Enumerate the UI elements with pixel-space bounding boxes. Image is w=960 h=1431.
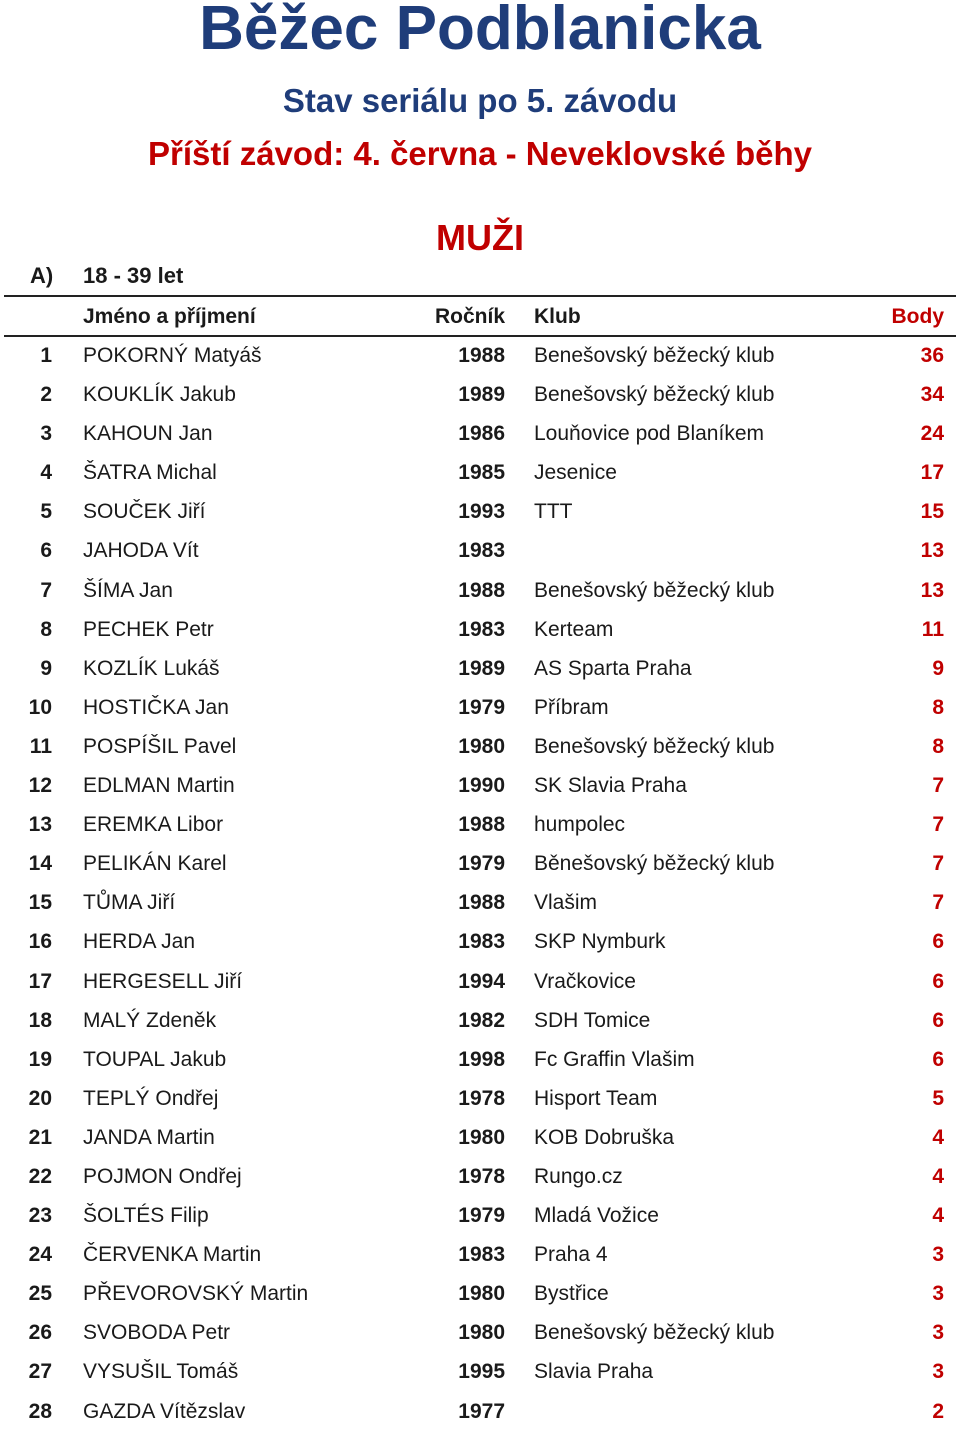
- points-cell: 4: [932, 1204, 944, 1228]
- name-cell: VYSUŠIL Tomáš: [83, 1360, 239, 1384]
- table-row: [0, 453, 960, 492]
- table-row: [0, 805, 960, 844]
- club-cell: Benešovský běžecký klub: [534, 383, 775, 407]
- club-cell: SDH Tomice: [534, 1008, 651, 1032]
- club-cell: TTT: [534, 500, 573, 524]
- points-cell: 6: [932, 1008, 944, 1032]
- name-cell: JAHODA Vít: [83, 539, 199, 563]
- points-cell: 36: [920, 344, 944, 367]
- year-cell: 1983: [458, 930, 505, 954]
- rank-cell: 4: [40, 461, 52, 485]
- name-cell: KOZLÍK Lukáš: [83, 656, 220, 680]
- points-cell: 15: [920, 500, 944, 524]
- year-cell: 1983: [458, 617, 505, 641]
- year-cell: 1988: [458, 891, 505, 915]
- name-cell: EREMKA Libor: [83, 813, 224, 837]
- table-row: [0, 1352, 960, 1391]
- year-cell: 1980: [458, 1282, 505, 1306]
- name-cell: ŠOLTÉS Filip: [83, 1204, 209, 1228]
- name-cell: TŮMA Jiří: [83, 891, 176, 915]
- name-cell: PŘEVOROVSKÝ Martin: [83, 1282, 309, 1306]
- points-cell: 4: [932, 1164, 944, 1188]
- points-cell: 3: [932, 1321, 944, 1345]
- rank-cell: 14: [28, 852, 52, 876]
- column-club-header: Klub: [534, 305, 581, 328]
- rank-cell: 24: [28, 1243, 52, 1267]
- name-cell: POKORNÝ Matyáš: [83, 344, 262, 367]
- next-race: Příští závod: 4. června - Neveklovské běhy: [148, 135, 812, 172]
- rank-cell: 15: [28, 891, 52, 915]
- category-letter: A): [30, 263, 54, 288]
- rank-cell: 20: [28, 1086, 52, 1110]
- rank-cell: 18: [28, 1008, 52, 1032]
- club-cell: Rungo.cz: [534, 1164, 623, 1188]
- table-row: [0, 375, 960, 414]
- club-cell: Kerteam: [534, 617, 614, 641]
- table-row: [0, 922, 960, 961]
- year-cell: 1983: [458, 539, 505, 563]
- points-cell: 3: [932, 1360, 944, 1384]
- name-cell: POJMON Ondřej: [83, 1164, 242, 1188]
- table-row: [0, 883, 960, 922]
- name-cell: ŠATRA Michal: [83, 461, 217, 485]
- name-cell: POSPÍŠIL Pavel: [83, 734, 237, 758]
- table-row: [0, 1392, 960, 1431]
- club-cell: Benešovský běžecký klub: [534, 344, 775, 367]
- year-cell: 1980: [458, 1321, 505, 1345]
- rank-cell: 6: [40, 539, 52, 563]
- table-row: [0, 962, 960, 1001]
- column-year-header: Ročník: [434, 305, 505, 328]
- club-cell: Mladá Vožice: [534, 1204, 659, 1228]
- table-row: [0, 1274, 960, 1313]
- series-status: [0, 80, 960, 122]
- points-cell: 17: [920, 461, 944, 485]
- name-cell: EDLMAN Martin: [83, 774, 235, 798]
- rank-cell: 12: [28, 774, 52, 798]
- category-heading: [0, 258, 960, 294]
- table-row: [0, 727, 960, 766]
- table-row: [0, 1196, 960, 1235]
- rank-cell: 22: [28, 1164, 52, 1188]
- name-cell: PECHEK Petr: [83, 617, 214, 641]
- club-cell: Vračkovice: [534, 969, 636, 993]
- points-cell: 13: [920, 539, 944, 563]
- club-cell: Benešovský běžecký klub: [534, 1321, 775, 1345]
- table-row: [0, 571, 960, 610]
- rank-cell: 3: [40, 422, 52, 446]
- name-cell: HERGESELL Jiří: [83, 969, 243, 993]
- club-cell: Příbram: [534, 695, 609, 719]
- points-cell: 8: [932, 734, 944, 758]
- table-header: [0, 298, 960, 336]
- table-row: [0, 1040, 960, 1079]
- points-cell: 3: [932, 1243, 944, 1267]
- points-cell: 34: [920, 383, 944, 407]
- points-cell: 13: [920, 578, 944, 602]
- points-cell: 7: [932, 852, 944, 876]
- points-cell: 4: [932, 1125, 944, 1149]
- year-cell: 1988: [458, 344, 505, 367]
- table-row: [0, 1235, 960, 1274]
- club-cell: Fc Graffin Vlašim: [534, 1047, 695, 1071]
- rank-cell: 9: [40, 656, 52, 680]
- table-row: [0, 1313, 960, 1352]
- club-cell: Bystřice: [534, 1282, 609, 1306]
- year-cell: 1977: [458, 1399, 505, 1423]
- series-status-text: Stav seriálu po 5. závodu: [282, 82, 678, 119]
- name-cell: KOUKLÍK Jakub: [83, 383, 236, 407]
- year-cell: 1988: [458, 813, 505, 837]
- table-row: [0, 1157, 960, 1196]
- name-cell: ŠÍMA Jan: [83, 578, 173, 602]
- points-cell: 24: [920, 422, 944, 446]
- name-cell: MALÝ Zdeněk: [83, 1008, 217, 1032]
- table-row: [0, 336, 960, 375]
- points-cell: 3: [932, 1282, 944, 1306]
- points-cell: 11: [921, 617, 944, 641]
- year-cell: 1989: [458, 656, 505, 680]
- points-cell: 6: [932, 969, 944, 993]
- club-cell: Hisport Team: [534, 1086, 658, 1110]
- club-cell: Slavia Praha: [534, 1360, 654, 1384]
- table-row: [0, 492, 960, 531]
- category-label: 18 - 39 let: [83, 263, 184, 288]
- points-cell: 7: [932, 774, 944, 798]
- points-cell: 6: [932, 930, 944, 954]
- table-row: [0, 610, 960, 649]
- year-cell: 1998: [458, 1047, 505, 1071]
- year-cell: 1980: [458, 1125, 505, 1149]
- club-cell: SKP Nymburk: [534, 930, 666, 954]
- rank-cell: 17: [28, 969, 52, 993]
- year-cell: 1983: [458, 1243, 505, 1267]
- rank-cell: 28: [28, 1399, 52, 1423]
- club-cell: Jesenice: [534, 461, 617, 485]
- club-cell: Benešovský běžecký klub: [534, 734, 775, 758]
- club-cell: KOB Dobruška: [534, 1125, 675, 1149]
- year-cell: 1978: [458, 1164, 505, 1188]
- name-cell: HOSTIČKA Jan: [83, 695, 229, 719]
- rank-cell: 10: [28, 695, 52, 719]
- name-cell: TEPLÝ Ondřej: [83, 1086, 219, 1110]
- club-cell: AS Sparta Praha: [534, 656, 692, 680]
- rank-cell: 16: [28, 930, 52, 954]
- name-cell: KAHOUN Jan: [83, 422, 213, 446]
- points-cell: 9: [932, 656, 944, 680]
- club-cell: Praha 4: [534, 1243, 608, 1267]
- name-cell: ČERVENKA Martin: [83, 1243, 262, 1267]
- rank-cell: 23: [28, 1204, 52, 1228]
- club-cell: humpolec: [534, 813, 626, 837]
- points-cell: 7: [932, 891, 944, 915]
- name-cell: HERDA Jan: [83, 930, 196, 954]
- page-title: Běžec Podblanicka: [199, 0, 761, 63]
- year-cell: 1989: [458, 383, 505, 407]
- year-cell: 1993: [458, 500, 505, 524]
- column-name-header: Jméno a příjmení: [83, 305, 256, 328]
- rank-cell: 7: [40, 578, 52, 602]
- year-cell: 1985: [458, 461, 505, 485]
- rank-cell: 2: [40, 383, 52, 407]
- year-cell: 1978: [458, 1086, 505, 1110]
- name-cell: JANDA Martin: [83, 1125, 215, 1149]
- rank-cell: 13: [28, 813, 52, 837]
- table-row: [0, 688, 960, 727]
- club-cell: Benešovský běžecký klub: [534, 578, 775, 602]
- club-cell: Běnešovský běžecký klub: [534, 852, 775, 876]
- year-cell: 1979: [458, 1204, 505, 1228]
- year-cell: 1980: [458, 734, 505, 758]
- year-cell: 1979: [458, 695, 505, 719]
- name-cell: TOUPAL Jakub: [83, 1047, 227, 1071]
- rank-cell: 5: [40, 500, 52, 524]
- section-title: MUŽI: [436, 217, 524, 258]
- points-cell: 5: [932, 1086, 944, 1110]
- name-cell: SOUČEK Jiří: [83, 500, 206, 524]
- rank-cell: 27: [28, 1360, 52, 1384]
- column-points-header: Body: [891, 305, 944, 328]
- year-cell: 1988: [458, 578, 505, 602]
- points-cell: 6: [932, 1047, 944, 1071]
- name-cell: PELIKÁN Karel: [83, 852, 227, 876]
- table-row: [0, 531, 960, 570]
- points-cell: 7: [932, 813, 944, 837]
- table-row: [0, 1001, 960, 1040]
- table-row: [0, 1118, 960, 1157]
- table-row: [0, 766, 960, 805]
- results-table: [0, 336, 960, 1431]
- rank-cell: 1: [40, 344, 52, 367]
- year-cell: 1995: [458, 1360, 505, 1384]
- table-row: [0, 844, 960, 883]
- club-cell: SK Slavia Praha: [534, 774, 687, 798]
- name-cell: GAZDA Vítězslav: [83, 1399, 246, 1423]
- year-cell: 1986: [458, 422, 505, 446]
- year-cell: 1979: [458, 852, 505, 876]
- club-cell: Louňovice pod Blaníkem: [534, 422, 764, 446]
- table-row: [0, 414, 960, 453]
- year-cell: 1990: [458, 774, 505, 798]
- points-cell: 8: [932, 695, 944, 719]
- rank-cell: 21: [28, 1125, 52, 1149]
- rank-cell: 8: [40, 617, 52, 641]
- name-cell: SVOBODA Petr: [83, 1321, 231, 1345]
- table-row: [0, 649, 960, 688]
- rank-cell: 11: [29, 734, 52, 758]
- rank-cell: 25: [28, 1282, 52, 1306]
- rank-cell: 26: [28, 1321, 52, 1345]
- divider-top: [4, 295, 956, 297]
- year-cell: 1982: [458, 1008, 505, 1032]
- points-cell: 2: [932, 1399, 944, 1423]
- table-row: [0, 1079, 960, 1118]
- rank-cell: 19: [28, 1047, 52, 1071]
- year-cell: 1994: [458, 969, 505, 993]
- club-cell: Vlašim: [534, 891, 598, 915]
